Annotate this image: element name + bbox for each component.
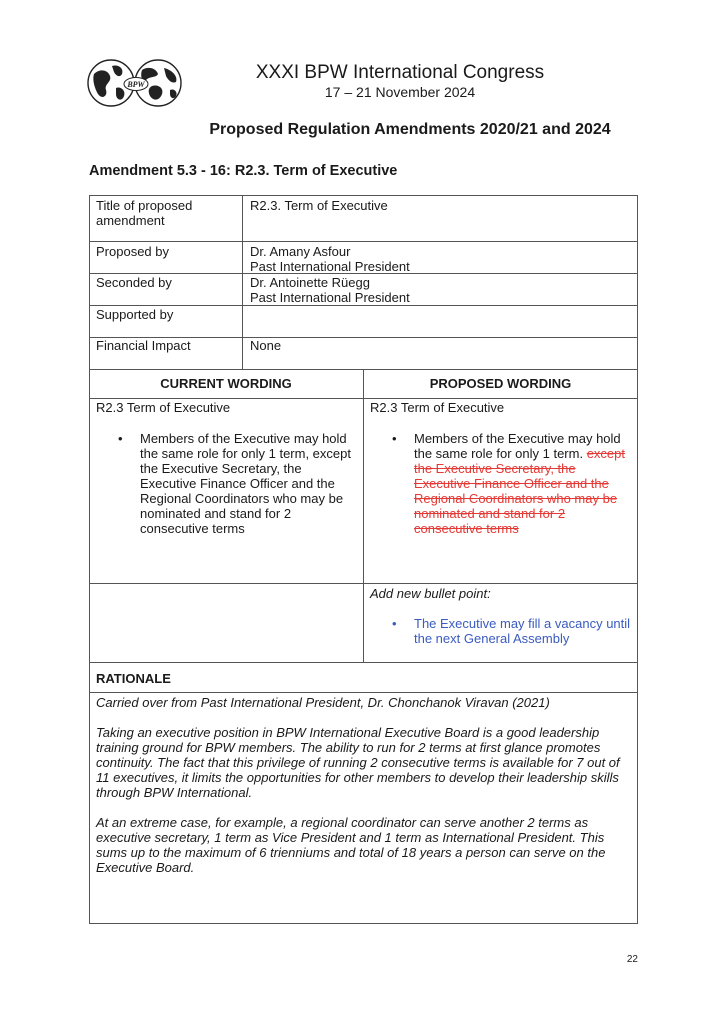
proposed-rule-title: R2.3 Term of Executive xyxy=(370,400,505,415)
row-label-title: Title of proposed amendment xyxy=(96,198,193,228)
row-label-financial-impact: Financial Impact xyxy=(96,338,191,353)
congress-dates: 17 – 21 November 2024 xyxy=(324,84,476,100)
proposed-wording-header: PROPOSED WORDING xyxy=(429,376,572,391)
proposer-name: Dr. Amany Asfour xyxy=(250,244,351,259)
row-value-title: R2.3. Term of Executive xyxy=(250,198,388,213)
proposed-bullet-list xyxy=(370,431,634,536)
seconder-role: Past International President xyxy=(250,290,410,305)
current-wording-header: CURRENT WORDING xyxy=(160,376,292,391)
logo-text: BPW xyxy=(127,80,145,89)
document-title: Proposed Regulation Amendments 2020/21 and 2024 xyxy=(209,121,611,138)
proposer-role: Past International President xyxy=(250,259,410,274)
amendment-heading: Amendment 5.3 - 16: R2.3. Term of Executive xyxy=(89,163,398,179)
seconder-name: Dr. Antoinette Rüegg xyxy=(250,275,370,290)
new-bullet-list xyxy=(370,616,634,646)
current-rule-title: R2.3 Term of Executive xyxy=(96,400,231,415)
current-bullet-list xyxy=(118,431,358,536)
rationale-paragraph-3: At an extreme case, for example, a regional coordinator can serve another 2 terms as executive secretary, 1 term as Vice President and 1 term as International President. This sums up to the maximum of 6 trienniums and total of 18 years a person can serve on the Executive Board. xyxy=(96,815,606,875)
row-label-proposed-by: Proposed by xyxy=(96,244,169,259)
congress-title: XXXI BPW International Congress xyxy=(255,62,545,83)
rationale-paragraph-2: Taking an executive position in BPW International Executive Board is a good leadership training ground for BPW members. The ability to run for 2 terms at first glance promotes continuity. The fact that this privilege of running 2 consecutive terms is available for 7 out of 11 executives, it limits the opportunities for other members to develop their leadership skills through BPW International. xyxy=(96,725,620,800)
financial-impact-value: None xyxy=(250,338,282,353)
new-bullet-intro: Add new bullet point: xyxy=(370,586,491,601)
proposed-bullet xyxy=(370,431,634,536)
bpw-globe-logo xyxy=(86,58,186,108)
page-number: 22 xyxy=(626,954,638,965)
row-label-seconded-by: Seconded by xyxy=(96,275,172,290)
proposed-bullet-deleted-text: except the Executive Secretary, the Executive Finance Officer and the Regional Coordinators who may be nominated and stand for 2 consecutive terms xyxy=(414,446,626,536)
rationale-heading: RATIONALE xyxy=(96,671,171,686)
current-bullet: • Members of the Executive may hold the same role for only 1 term, except the Executive Secretary, the Executive Finance Officer and the Regional Coordinators who may be nominated and stand for 2 consecutive terms xyxy=(96,431,358,536)
rationale-body xyxy=(96,695,630,890)
new-bullet-added-text: • The Executive may fill a vacancy until the next General Assembly xyxy=(370,616,634,646)
row-label-supported-by: Supported by xyxy=(96,307,174,322)
rationale-paragraph-1: Carried over from Past International President, Dr. Chonchanok Viravan (2021) xyxy=(96,695,550,710)
proposed-bullet-kept: Members of the Executive may hold the same role for only 1 term. xyxy=(414,431,621,461)
